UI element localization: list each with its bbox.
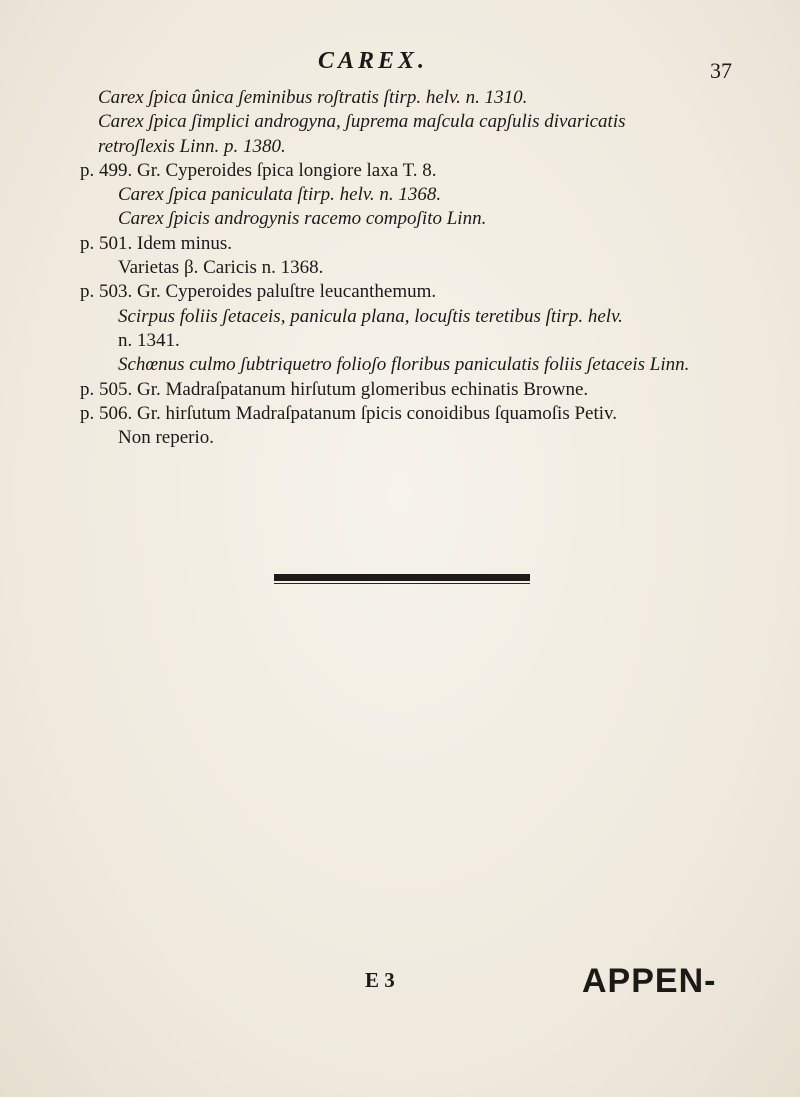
text-line: p. 503. Gr. Cyperoides paluſtre leucanthemum.: [80, 281, 437, 303]
text-line: Carex ʃpica paniculata ſtirp. helv. n. 1368.: [118, 184, 442, 206]
page-number: 37: [710, 58, 732, 83]
text-line: n. 1341.: [118, 329, 180, 351]
text-line: Carex ʃpica ûnica ʃeminibus roʃtratis ſtirp. helv. n. 1310.: [98, 87, 528, 108]
text-line: p. 505. Gr. Madraſpatanum hirſutum glomeribus echinatis Browne.: [80, 378, 589, 400]
text-line: Scirpus foliis ʃetaceis, panicula plana, locuʃtis teretibus ſtirp. helv.: [118, 305, 623, 327]
text-line: Non reperio.: [118, 427, 215, 449]
rule-thick: [274, 574, 530, 581]
page-header: [0, 48, 800, 84]
rule-thin: [274, 583, 530, 584]
text-line: retroʃlexis Linn. p. 1380.: [98, 135, 286, 157]
text-line: Carex ʃpicis androgynis racemo compoʃito Linn.: [118, 208, 487, 230]
text-line: Schœnus culmo ʃubtriquetro folioʃo floribus paniculatis foliis ʃetaceis Linn.: [118, 354, 690, 376]
catchword: APPEN-: [582, 962, 717, 1000]
signature-mark: E 3: [365, 968, 395, 992]
text-line: p. 501. Idem minus.: [80, 232, 232, 254]
text-line: Carex ʃpica ʃimplici androgyna, ʃuprema maʃcula capʃulis divaricatis: [98, 111, 626, 133]
text-line: Varietas β. Caricis n. 1368.: [118, 257, 324, 279]
text-line: p. 506. Gr. hirſutum Madraſpatanum ſpicis conoidibus ſquamoſis Petiv.: [80, 402, 618, 424]
page-body: [80, 86, 760, 450]
text-line: p. 499. Gr. Cyperoides ſpica longiore laxa T. 8.: [80, 159, 437, 181]
running-head: CAREX.: [318, 48, 429, 74]
section-divider-rule: [274, 574, 530, 584]
page-footer: [0, 962, 800, 1012]
